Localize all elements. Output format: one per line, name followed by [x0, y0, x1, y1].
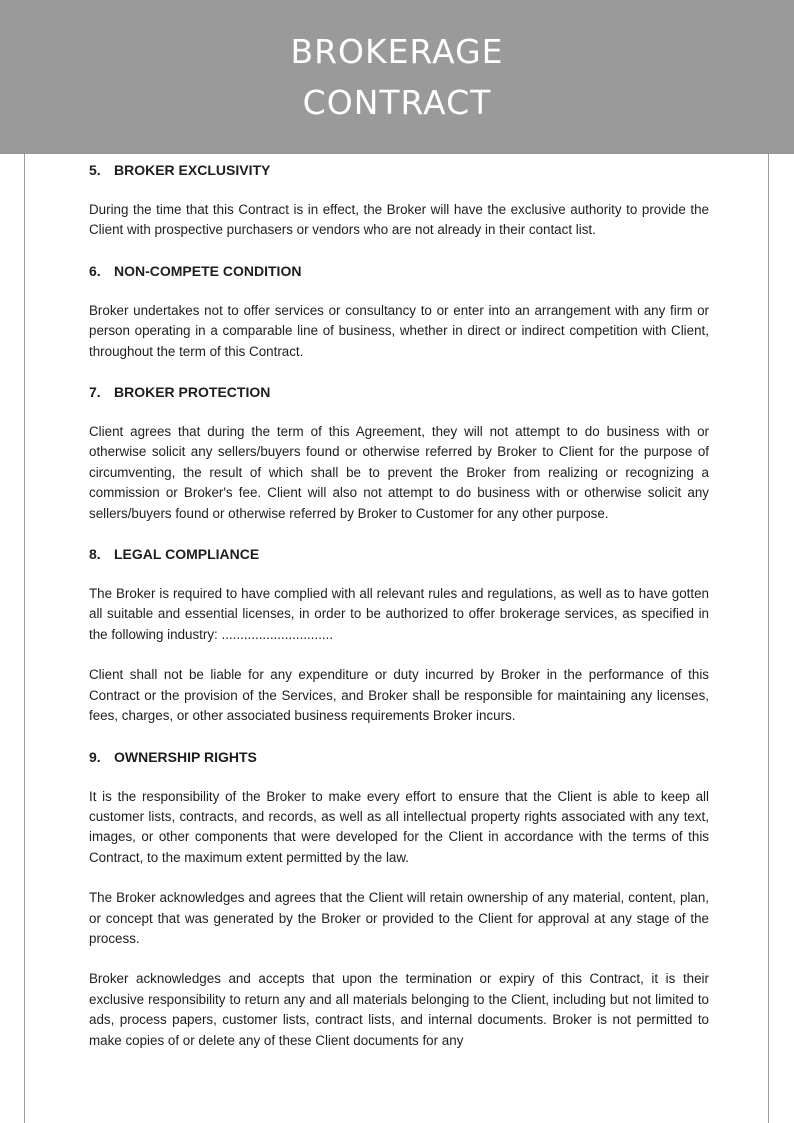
section-title: LEGAL COMPLIANCE: [114, 546, 260, 563]
section-paragraph: During the time that this Contract is in effect, the Broker will have the exclusive authority to provide the Client with prospective purchasers or vendors who are not already in their contact list.: [89, 202, 709, 238]
section-title: BROKER EXCLUSIVITY: [114, 162, 271, 178]
section-number: 8.: [89, 546, 101, 563]
section-title: BROKER PROTECTION: [114, 384, 271, 401]
section-heading-non-compete: [89, 261, 709, 281]
banner-title-line-1: BROKERAGE: [290, 32, 504, 71]
section-paragraph: Client shall not be liable for any expenditure or duty incurred by Broker in the performance of this Contract or the provision of the Services, and Broker shall be responsible for maintaining any licenses, fees, charges, or other associated business requirements Broker incurs.: [89, 667, 709, 724]
page-border-left: [24, 154, 25, 1123]
section-paragraph: Broker acknowledges and accepts that upon the termination or expiry of this Contract, it is their exclusive responsibility to return any and all materials belonging to the Client, including but not limited to ads, process papers, customer lists, contract lists, and internal documents. Broker is not permitted to make copies of or delete any of these Client documents for any: [89, 971, 709, 1048]
section-number: 5.: [89, 162, 101, 178]
section-number: 7.: [89, 384, 101, 401]
section-paragraph: Client agrees that during the term of this Agreement, they will not attempt to do business with or otherwise solicit any sellers/buyers found or otherwise referred by Broker to Client for the purpose of circumventing, the result of which shall be to prevent the Broker from realizing or recognizing a commission or Broker's fee. Client will also not attempt to do business with or otherwise solicit any sellers/buyers found or otherwise referred by Broker to Customer for any other purpose.: [89, 424, 709, 521]
page-border-right: [768, 154, 769, 1123]
section-title: OWNERSHIP RIGHTS: [114, 748, 257, 765]
section-title: NON-COMPETE CONDITION: [114, 262, 302, 279]
section-heading-broker-protection: [89, 382, 709, 402]
title-banner: [0, 0, 794, 154]
section-paragraph: Broker undertakes not to offer services or consultancy to or enter into an arrangement with any firm or person operating in a comparable line of business, whether in direct or indirect competition with Client, throughout the term of this Contract.: [89, 302, 709, 359]
section-heading-legal-compliance: [89, 544, 709, 564]
document-body: [89, 160, 709, 1051]
section-number: 6.: [89, 262, 101, 279]
section-number: 9.: [89, 748, 101, 765]
section-paragraph: The Broker acknowledges and agrees that the Client will retain ownership of any material, content, plan, or concept that was generated by the Broker or provided to the Client for approval at any stage of the process.: [89, 890, 709, 946]
section-paragraph: It is the responsibility of the Broker to make every effort to ensure that the Client is able to keep all customer lists, contracts, and records, as well as all intellectual property rights associated with any text, images, or other components that were developed for the Client in accordance with the terms of this Contract, to the maximum extent permitted by the law.: [89, 788, 709, 865]
section-heading-ownership-rights: [89, 747, 709, 767]
section-heading-broker-exclusivity: [89, 160, 709, 180]
banner-title-line-2: CONTRACT: [302, 83, 492, 122]
section-paragraph: The Broker is required to have complied with all relevant rules and regulations, as well as to have gotten all suitable and essential licenses, in order to be authorized to offer brokerage services, as specified in the following industry: ..............................: [89, 586, 709, 642]
